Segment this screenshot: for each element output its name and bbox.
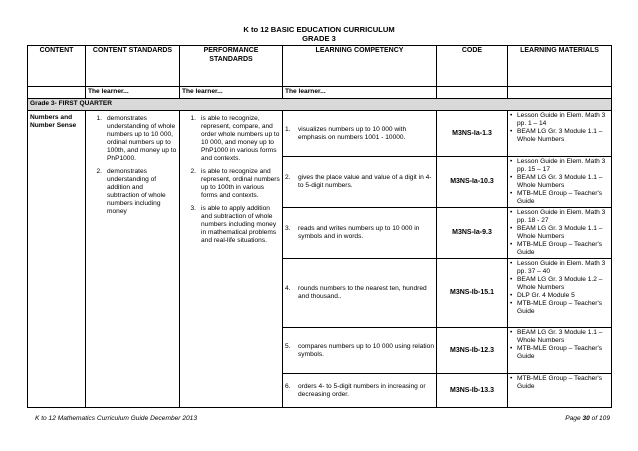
performance-standards-cell <box>180 111 283 408</box>
curriculum-table <box>27 45 612 408</box>
material-item <box>510 375 609 391</box>
quarter-row <box>28 99 612 111</box>
competency-number: 1. <box>285 125 291 133</box>
item-number: 1. <box>190 115 196 122</box>
grade-title: GRADE 3 <box>302 34 336 43</box>
competency-code: M3NS-Ia-10.3 <box>437 157 508 208</box>
material-text: BEAM LG Gr. 3 Module 1.2 – Whole Numbers <box>517 276 603 291</box>
competency-number: 4. <box>285 285 291 292</box>
competency-item <box>285 225 434 241</box>
material-item <box>510 128 609 144</box>
learner-label-standards: The learner... <box>86 87 180 99</box>
learning-materials-cell <box>508 374 612 408</box>
learner-row <box>28 87 612 99</box>
item-number: 1. <box>96 115 102 122</box>
material-text: Lesson Guide in Elem. Math 3 pp. 18 - 27 <box>517 209 606 224</box>
item-text: is able to recognize, represent, compare, and order whole numbers up to 10 000, and money up to PhP1000 in various forms and contexts. <box>201 115 280 162</box>
item-text: demonstrates understanding of whole numbers up to 10 000, ordinal numbers up to 100th, and money up to PhP1000. <box>107 115 177 162</box>
material-item <box>510 276 609 292</box>
material-text: MTB-MLE Group – Teacher's Guide <box>517 241 603 256</box>
material-item <box>510 158 609 174</box>
header-performance-standards: PERFORMANCE STANDARDS <box>180 46 283 87</box>
learning-competency-cell <box>283 328 437 374</box>
item-text: is able to recognize and represent, ordinal numbers up to 100th in various forms and contexts. <box>201 168 280 199</box>
competency-item <box>285 174 434 190</box>
bullet-icon: • <box>510 225 513 232</box>
learning-competency-cell <box>283 374 437 408</box>
header-learning-materials: LEARNING MATERIALS <box>508 46 612 87</box>
bullet-icon: • <box>510 112 513 119</box>
competency-item <box>285 343 434 359</box>
item-number: 3. <box>190 205 196 212</box>
bullet-icon: • <box>510 174 513 181</box>
bullet-icon: • <box>510 345 513 352</box>
page-number: 30 <box>582 415 590 422</box>
bullet-icon: • <box>510 329 513 336</box>
bullet-icon: • <box>510 375 513 382</box>
competency-text: compares numbers up to 10 000 using relation symbols. <box>298 342 434 358</box>
quarter-label: Grade 3- FIRST QUARTER <box>28 99 612 111</box>
learner-label-competency: The learner... <box>283 87 437 99</box>
competency-item <box>285 126 434 142</box>
table-header-row <box>28 46 612 87</box>
competency-number: 3. <box>285 225 291 232</box>
footer-page-number <box>565 415 610 422</box>
learning-competency-cell <box>283 157 437 208</box>
learning-materials-cell <box>508 259 612 328</box>
bullet-icon: • <box>510 190 513 197</box>
page-prefix: Page <box>565 415 581 422</box>
performance-standard-item <box>182 205 280 245</box>
learning-competency-cell <box>283 259 437 328</box>
document-header <box>0 25 638 43</box>
bullet-icon: • <box>510 128 513 135</box>
competency-text: rounds numbers to the nearest ten, hundred and thousand.. <box>298 285 427 300</box>
learning-materials-cell <box>508 208 612 259</box>
competency-code: M3NS-Ia-1.3 <box>437 111 508 157</box>
learning-materials-cell <box>508 328 612 374</box>
material-item <box>510 174 609 190</box>
competency-item <box>285 383 434 399</box>
bullet-icon: • <box>510 276 513 283</box>
competency-number: 5. <box>285 342 291 350</box>
bullet-icon: • <box>510 241 513 248</box>
material-item <box>510 300 609 316</box>
curriculum-title: K to 12 BASIC EDUCATION CURRICULUM <box>243 25 395 34</box>
header-content: CONTENT <box>28 46 86 87</box>
material-text: MTB-MLE Group – Teacher's Guide <box>517 345 603 360</box>
learning-materials-cell <box>508 111 612 157</box>
learner-label-performance: The learner... <box>180 87 283 99</box>
content-standard-item <box>88 115 177 163</box>
bullet-icon: • <box>510 209 513 216</box>
competency-text: orders 4- to 5-digit numbers in increasing or decreasing order. <box>298 382 426 398</box>
competency-code: M3NS-Ib-15.1 <box>437 259 508 328</box>
content-standard-item <box>88 168 177 216</box>
header-code: CODE <box>437 46 508 87</box>
item-text: is able to apply addition and subtraction of whole numbers including money in mathematical problems and real-life situations. <box>201 205 277 244</box>
material-item <box>510 260 609 276</box>
material-item <box>510 329 609 345</box>
header-content-standards: CONTENT STANDARDS <box>86 46 180 87</box>
material-item <box>510 209 609 225</box>
material-text: Lesson Guide in Elem. Math 3 pp. 15 – 17 <box>517 158 606 173</box>
material-item <box>510 225 609 241</box>
learning-materials-cell <box>508 157 612 208</box>
item-text: demonstrates understanding of addition and subtraction of whole numbers including money <box>107 168 166 215</box>
material-text: BEAM LG Gr. 3 Module 1.1 – Whole Numbers <box>517 174 603 189</box>
learning-competency-cell <box>283 208 437 259</box>
competency-text: visualizes numbers up to 10 000 with emphasis on numbers 1001 - 10000. <box>298 125 407 141</box>
learner-blank-code <box>437 87 508 99</box>
item-number: 2. <box>96 168 102 175</box>
header-learning-competency: LEARNING COMPETENCY <box>283 46 437 87</box>
competency-code: M3NS-Ib-13.3 <box>437 374 508 408</box>
material-text: BEAM LG Gr. 3 Module 1.1 – Whole Numbers <box>517 329 603 344</box>
footer-guide-title: K to 12 Mathematics Curriculum Guide December 2013 <box>35 415 197 422</box>
competency-code: M3NS-Ia-9.3 <box>437 208 508 259</box>
performance-standard-item <box>182 115 280 163</box>
learning-competency-cell <box>283 111 437 157</box>
material-item <box>510 292 609 300</box>
bullet-icon: • <box>510 300 513 307</box>
material-item <box>510 241 609 257</box>
table-row <box>28 111 612 157</box>
competency-number: 2. <box>285 174 291 181</box>
material-item <box>510 345 609 361</box>
competency-text: gives the place value and value of a digit in 4- to 5-digit numbers. <box>298 174 432 189</box>
learner-blank-materials <box>508 87 612 99</box>
item-number: 2. <box>190 168 196 175</box>
material-text: BEAM LG Gr. 3 Module 1.1 – Whole Numbers <box>517 128 603 143</box>
competency-item <box>285 285 434 301</box>
performance-standard-item <box>182 168 280 200</box>
competency-number: 6. <box>285 382 291 390</box>
content-standards-cell <box>86 111 180 408</box>
competency-code: M3NS-Ib-12.3 <box>437 328 508 374</box>
page-of: of 109 <box>591 415 610 422</box>
material-text: DLP Gr. 4 Module 5 <box>517 292 575 299</box>
material-text: Lesson Guide in Elem. Math 3 pp. 1 – 14 <box>517 112 606 127</box>
competency-rows <box>28 111 612 408</box>
material-text: BEAM LG Gr. 3 Module 1.1 – Whole Numbers <box>517 225 603 240</box>
bullet-icon: • <box>510 292 513 299</box>
material-item <box>510 112 609 128</box>
bullet-icon: • <box>510 158 513 165</box>
competency-text: reads and writes numbers up to 10 000 in symbols and in words. <box>298 225 420 240</box>
material-text: MTB-MLE Group – Teacher's Guide <box>517 375 603 390</box>
material-text: MTB-MLE Group – Teacher's Guide <box>517 190 603 205</box>
content-area: Numbers and Number Sense <box>28 111 86 408</box>
material-item <box>510 190 609 206</box>
learner-blank <box>28 87 86 99</box>
material-text: MTB-MLE Group – Teacher's Guide <box>517 300 603 315</box>
bullet-icon: • <box>510 260 513 267</box>
material-text: Lesson Guide in Elem. Math 3 pp. 37 – 40 <box>517 260 606 275</box>
